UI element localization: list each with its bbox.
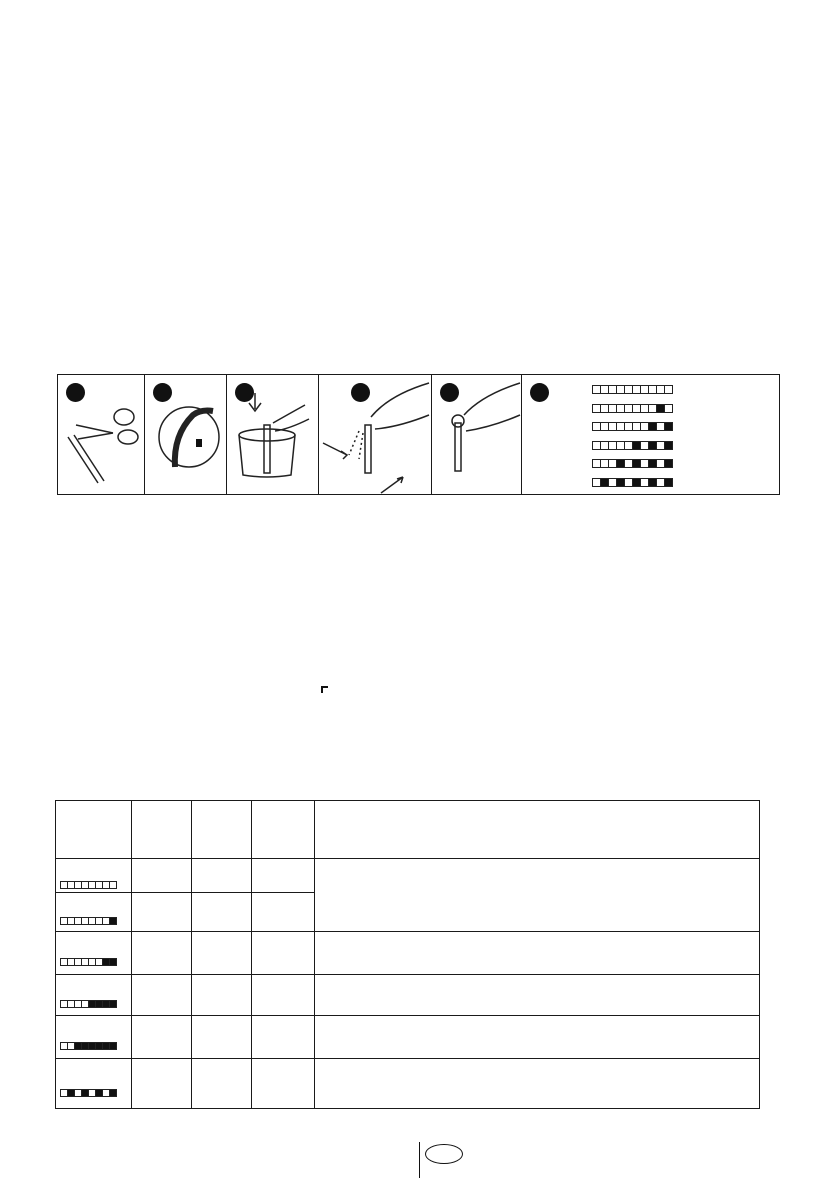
scale-square-empty <box>664 404 673 413</box>
value-cell <box>132 1059 192 1109</box>
step-panel-1 <box>58 375 145 494</box>
water-tap-icon <box>145 375 227 494</box>
step-panel-2 <box>145 375 227 494</box>
scale-row <box>592 459 672 468</box>
scale-square-filled <box>664 478 673 487</box>
table-row <box>56 1016 760 1059</box>
mini-scale <box>60 1000 131 1008</box>
scale-square-empty <box>109 881 117 889</box>
table-row <box>56 932 760 975</box>
scale-row <box>592 404 672 413</box>
table-row <box>56 1059 760 1109</box>
step-panel-3 <box>227 375 319 494</box>
bracket-mark <box>321 686 328 693</box>
instruction-strip <box>57 374 780 495</box>
mini-scale <box>60 881 131 889</box>
mini-scale <box>60 1042 131 1050</box>
value-cell <box>252 1059 315 1109</box>
description-cell <box>315 859 760 932</box>
scale-square-filled <box>109 917 117 925</box>
scale-row <box>592 385 672 394</box>
value-cell <box>132 1016 192 1059</box>
step-panel-4 <box>319 375 432 494</box>
step-panel-5 <box>432 375 522 494</box>
table-row <box>56 859 760 893</box>
value-cell <box>192 859 252 893</box>
value-cell <box>252 975 315 1016</box>
step-number-6 <box>530 383 549 402</box>
scale-square-filled <box>109 1089 117 1097</box>
value-cell <box>252 1016 315 1059</box>
scale-row <box>592 441 672 450</box>
scale-row <box>592 422 672 431</box>
scale-row <box>592 478 672 487</box>
scale-square-filled <box>109 1000 117 1008</box>
scale-square-filled <box>109 1042 117 1050</box>
scissors-cutting-strip-icon <box>58 375 145 494</box>
header-cell <box>192 801 252 859</box>
table-row <box>56 975 760 1016</box>
strip-cell <box>56 859 132 893</box>
value-cell <box>132 893 192 932</box>
description-cell <box>315 932 760 975</box>
value-cell <box>252 932 315 975</box>
mini-scale <box>60 917 131 925</box>
strip-cell <box>56 932 132 975</box>
mini-scale <box>60 958 131 966</box>
scale-square-filled <box>109 958 117 966</box>
scale-square-empty <box>664 385 673 394</box>
strip-cell <box>56 1059 132 1109</box>
value-cell <box>252 893 315 932</box>
scale-square-filled <box>664 459 673 468</box>
header-cell <box>315 801 760 859</box>
description-cell <box>315 1016 760 1059</box>
step-panel-6 <box>522 375 779 494</box>
description-cell <box>315 1059 760 1109</box>
value-cell <box>192 932 252 975</box>
value-cell <box>132 932 192 975</box>
header-cell <box>132 801 192 859</box>
value-cell <box>192 975 252 1016</box>
value-cell <box>132 975 192 1016</box>
scale-square-filled <box>664 441 673 450</box>
language-code-oval <box>425 1144 463 1164</box>
value-cell <box>192 1016 252 1059</box>
value-cell <box>252 859 315 893</box>
shaking-strip-icon <box>319 375 432 494</box>
value-cell <box>192 893 252 932</box>
header-cell <box>56 801 132 859</box>
value-cell <box>192 1059 252 1109</box>
strip-dipped-in-glass-icon <box>227 375 319 494</box>
table-header-row <box>56 801 760 859</box>
strip-cell <box>56 975 132 1016</box>
header-cell <box>252 801 315 859</box>
strip-cell <box>56 893 132 932</box>
hardness-table <box>55 800 760 1109</box>
scale-square-filled <box>664 422 673 431</box>
holding-strip-icon <box>432 375 522 494</box>
description-cell <box>315 975 760 1016</box>
value-cell <box>132 859 192 893</box>
footer-divider <box>419 1142 420 1178</box>
strip-cell <box>56 1016 132 1059</box>
mini-scale <box>60 1089 131 1097</box>
